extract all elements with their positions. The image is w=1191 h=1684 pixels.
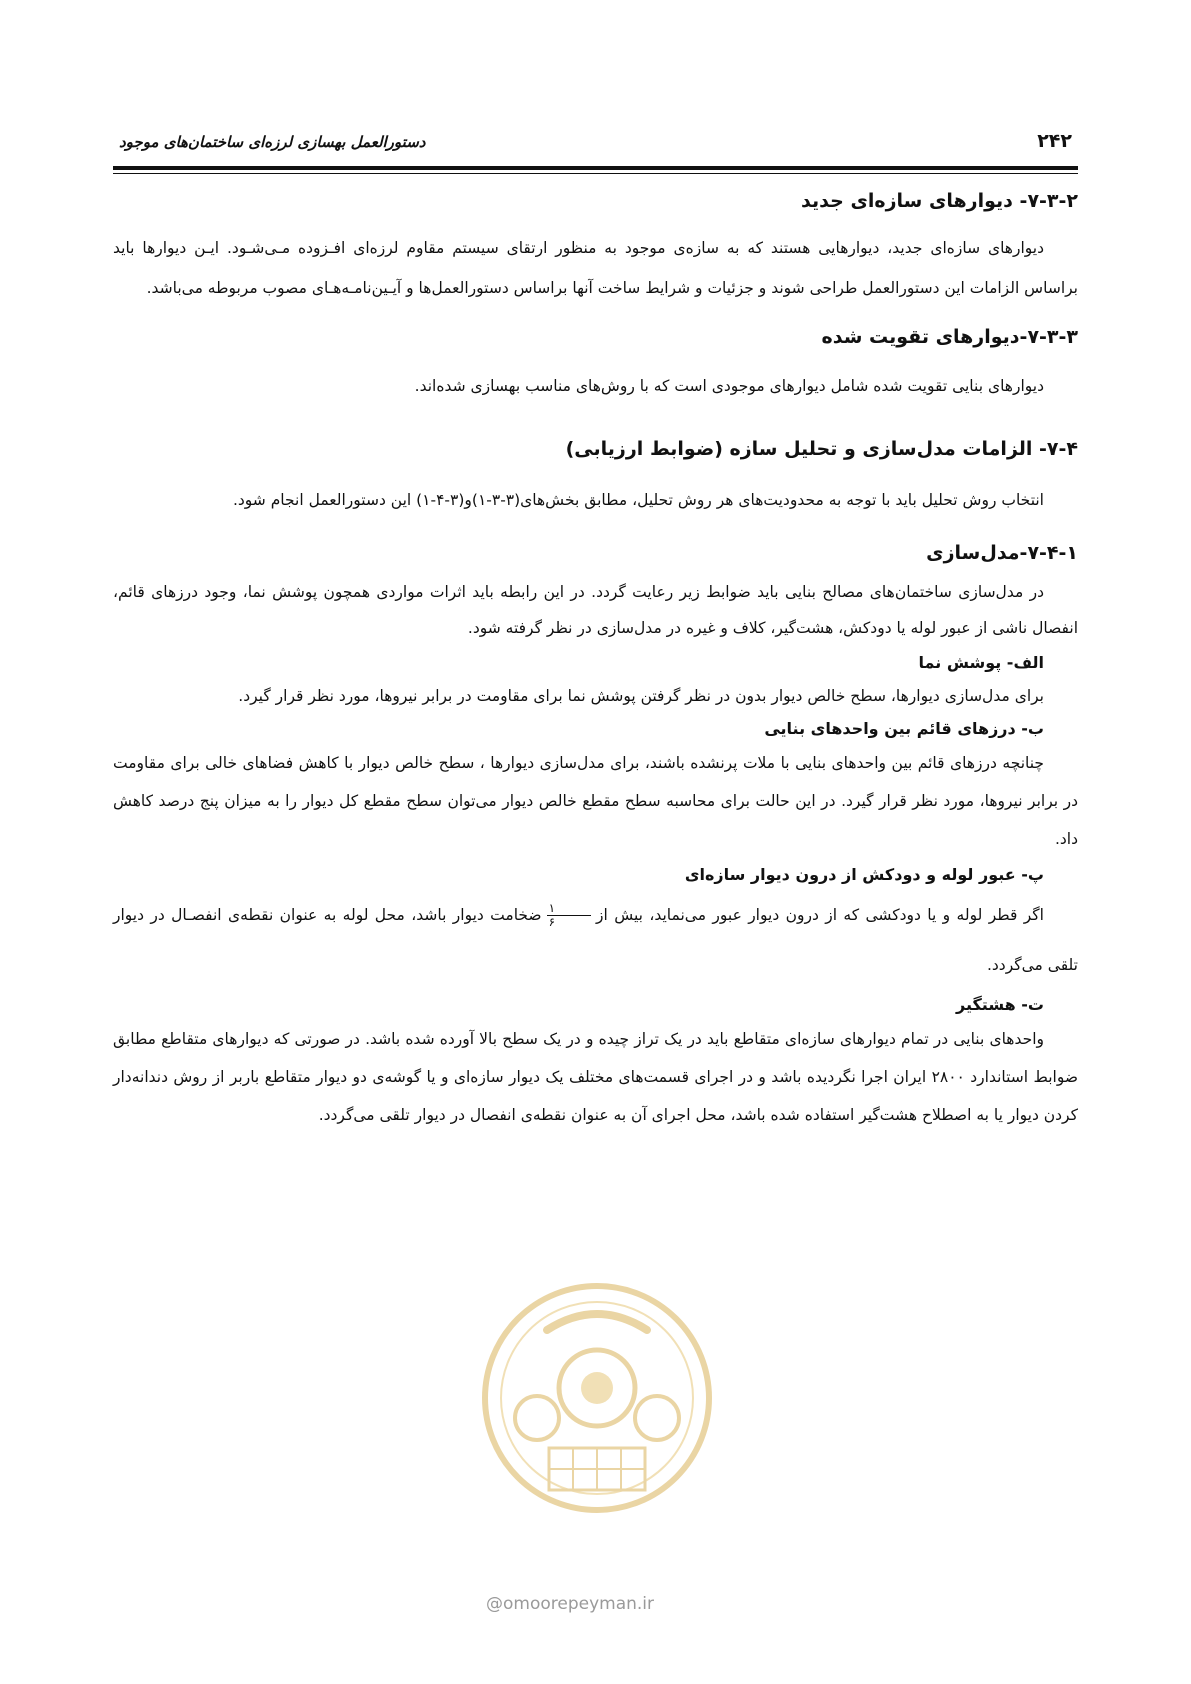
section-heading: ۷-۳-۲- دیوارهای سازه‌ای جدید — [801, 190, 1078, 212]
section-heading: ۷-۳-۳-دیوارهای تقویت شده — [821, 326, 1078, 348]
seal-logo-icon — [477, 1278, 717, 1518]
running-title: دستورالعمل بهسازی لرزه‌ای ساختمان‌های موجود — [119, 133, 426, 151]
fraction-numerator: ۱ — [547, 902, 591, 916]
paragraph: انتخاب روش تحلیل باید با توجه به محدودیت‌های هر روش تحلیل، مطابق بخش‌های(۳-۳-۱)و(۳-۴-۱) این دستورالعمل انجام شود. — [232, 491, 1044, 509]
section-heading: ۷-۴-۱-مدل‌سازی — [926, 542, 1078, 564]
paragraph: دیوارهای بنایی تقویت شده شامل دیوارهای موجودی است که با روش‌های مناسب بهسازی شده‌اند. — [414, 377, 1044, 395]
subsection-title: ت- هشتگیر — [956, 995, 1044, 1014]
header-rule-thin — [113, 173, 1078, 174]
fraction-denominator: ۶ — [548, 915, 556, 929]
paragraph: دیوارهای سازه‌ای جدید، دیوارهایی هستند که به سازه‌ی موجود به منظور ارتقای سیستم مقاوم لرزه‌ای افـزوده مـی‌شـود. ایـن دیوارها باید براساس الزامات این دستورالعمل طراحی شوند و جزئیات و شرایط ساخت آنها براساس دستورالعمل‌ها و آیـین‌نامـه‌هـای مصوب مربوطه می‌باشد. — [113, 239, 1078, 297]
watermark-text: @omoorepeyman.ir — [485, 1594, 655, 1614]
paragraph-with-fraction — [113, 890, 1078, 990]
running-header — [113, 130, 1078, 160]
paragraph-text: ضخامت دیوار باشد، محل لوله به عنوان نقطه‌ی انفصـال در دیوار تلقی می‌گردد. — [113, 906, 1078, 974]
page-number: ۲۴۲ — [1037, 130, 1072, 152]
section-heading: ۷-۴- الزامات مدل‌سازی و تحلیل سازه (ضوابط ارزیابی) — [565, 438, 1078, 460]
paragraph: چنانچه درزهای قائم بین واحدهای بنایی با ملات پرنشده باشند، برای مدل‌سازی دیوارها ، سطح خالص دیوار با کاهش فضاهای خالی برای مقاومت در برابر نیروها، مورد نظر قرار گیرد. در این حالت برای محاسبه سطح مقطع خالص دیوار می‌توان سطح مقطع کل دیوار را به میزان پنج درصد کاهش داد. — [113, 754, 1078, 848]
header-rule-thick — [113, 166, 1078, 170]
paragraph: در مدل‌سازی ساختمان‌های مصالح بنایی باید ضوابط زیر رعایت گردد. در این رابطه باید اثرات مواردی همچون پوشش نما، وجود درزهای قائم، انفصال ناشی از عبور لوله یا دودکش، هشت‌گیر، کلاف و غیره در مدل‌سازی در نظر گرفته شود. — [113, 583, 1078, 637]
paragraph: برای مدل‌سازی دیوارها، سطح خالص دیوار بدون در نظر گرفتن پوشش نما برای مقاومت در برابر نیروها، مورد نظر قرار گیرد. — [238, 687, 1044, 705]
subsection-title: ب- درزهای قائم بین واحدهای بنایی — [764, 719, 1044, 738]
page-content — [113, 186, 1078, 1134]
fraction — [547, 902, 591, 929]
subsection-title: پ- عبور لوله و دودکش از درون دیوار سازه‌ای — [684, 865, 1044, 884]
paragraph: واحدهای بنایی در تمام دیوارهای سازه‌ای متقاطع باید در یک تراز چیده و در یک سطح بالا آورده شده باشد. در صورتی که دیوارهای متقاطع مطابق ضوابط استاندارد ۲۸۰۰ ایران اجرا نگردیده باشد و در اجرای قسمت‌های مختلف یک دیوار سازه‌ای و یا گوشه‌ی دو دیوار متقاطع باربر از روش دندانه‌دار کردن دیوار یا به اصطلاح هشت‌گیر استفاده شده باشد، محل اجرای آن به عنوان نقطه‌ی انفصال در دیوار تلقی می‌گردد. — [113, 1030, 1079, 1124]
paragraph-text: اگر قطر لوله و یا دودکشی که از درون دیوار عبور می‌نماید، بیش از — [596, 906, 1044, 924]
subsection-title: الف- پوشش نما — [918, 653, 1044, 672]
